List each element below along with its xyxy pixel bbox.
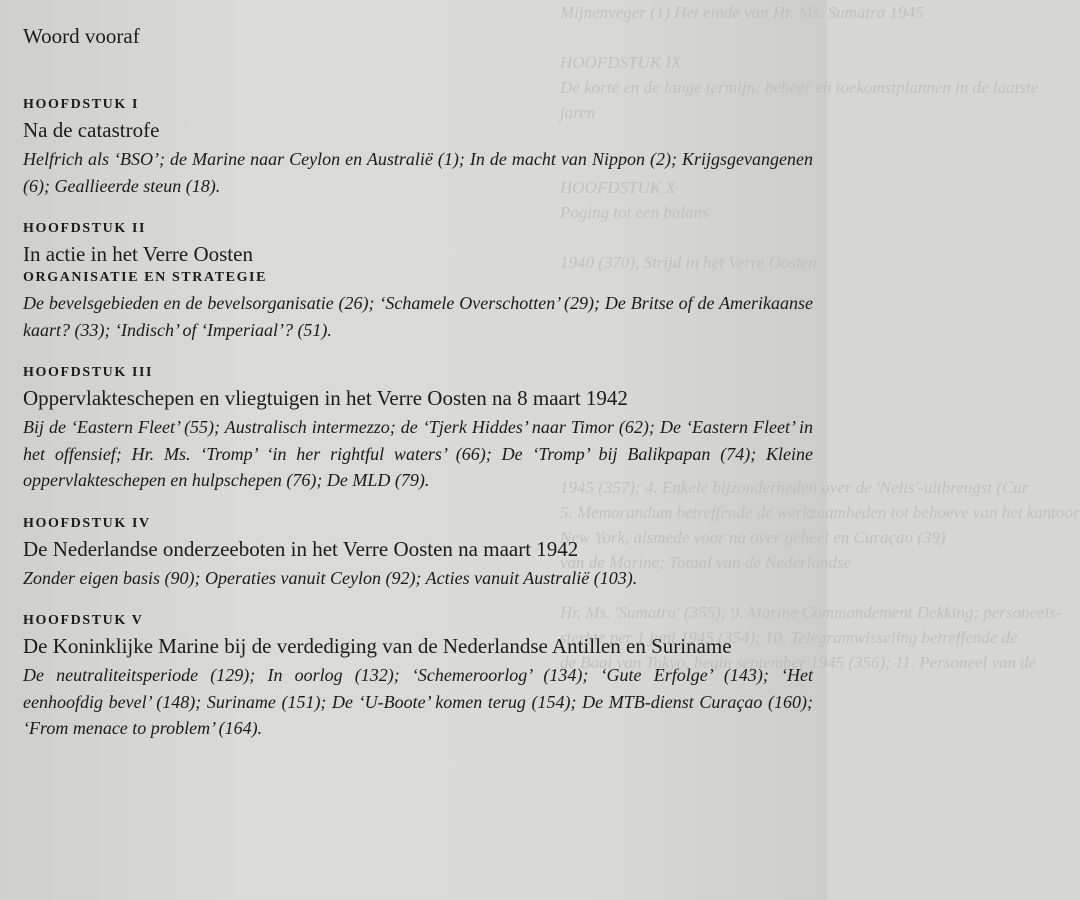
chapter-title: Na de catastrofe xyxy=(23,118,160,142)
chapter-title: In actie in het Verre Oosten xyxy=(23,242,253,266)
bleed-line: 1940 (370), Strijd in het Verre Oosten xyxy=(560,253,817,272)
chapter-title: De Koninklijke Marine bij de verdediging van de Nederlandse Antillen en Suriname xyxy=(23,634,732,658)
chapter-label: HOOFDSTUK III xyxy=(23,365,154,380)
bleed-line: HOOFDSTUK IX xyxy=(560,53,682,72)
chapter-entries: Helfrich als ‘BSO’; de Marine naar Ceylon en Australië (1); In de macht van Nippon (2); Krijgsgevangenen (6); Geallieerde steun (18). xyxy=(23,149,813,196)
preface-heading: Woord vooraf xyxy=(23,24,140,48)
bleed-line: New York, alsmede voor na over geheel en Curaçao (39) xyxy=(560,528,946,547)
table-of-contents xyxy=(23,24,813,764)
chapter-entries: De neutraliteitsperiode (129); In oorlog (132); ‘Schemeroorlog’ (134); ‘Gute Erfolge’ (143); ‘Het eenhoofdig bevel’ (148); Suriname (151); De ‘U-Boote’ komen terug (154); De MTB-dienst Curaçao (160); ‘From menace to problem’ (164). xyxy=(23,665,813,738)
chapter-entries: De bevelsgebieden en de bevelsorganisatie (26); ‘Schamele Overschotten’ (29); De Britse of de Amerikaanse kaart? (33); ‘Indisch’ of ‘Imperiaal’? (51). xyxy=(23,293,813,340)
bleed-line: de Baai van Tokyo, begin september 1945 (356); 11. Personeel van de xyxy=(560,653,1037,672)
bleed-line: Poging tot een balans xyxy=(560,203,709,222)
bleed-line: jaren xyxy=(560,103,596,122)
chapter-subtitle: ORGANISATIE EN STRATEGIE xyxy=(23,270,268,285)
bleed-line: Hr. Ms. 'Sumatra' (355); 9. Marine Commandement Dekking; personeels- xyxy=(560,603,1062,622)
chapter-label: HOOFDSTUK I xyxy=(23,97,140,112)
chapter-1 xyxy=(23,97,813,199)
chapter-3 xyxy=(23,365,813,494)
chapter-label: HOOFDSTUK V xyxy=(23,613,144,628)
bleed-line: Mijnenveger (1) Het einde van Hr. Ms. Sumatra 1945 xyxy=(560,3,924,22)
bleed-line: 5. Memorandum betreffende de werkzaamheden tot behoeve van het kantoor xyxy=(560,503,1080,522)
bleed-line: De korte en de lange termijn: beheer en toekomstplannen in de laatste xyxy=(560,78,1039,97)
chapter-label: HOOFDSTUK IV xyxy=(23,515,151,531)
bleed-line: HOOFDSTUK X xyxy=(560,178,676,197)
chapter-title: Oppervlakteschepen en vliegtuigen in het Verre Oosten na 8 maart 1942 xyxy=(23,386,628,410)
chapter-entries: Bij de ‘Eastern Fleet’ (55); Australisch intermezzo; de ‘Tjerk Hiddes’ naar Timor (62); De ‘Eastern Fleet’ in het offensief; Hr. Ms. ‘Tromp’ ‘in her rightful waters’ (66); De ‘Tromp’ bij Balikpapan (74); Kleine oppervlakteschepen en hulpschepen (76); De MLD (79). xyxy=(23,417,813,490)
chapter-entries: Zonder eigen basis (90); Operaties vanuit Ceylon (92); Acties vanuit Australië (103). xyxy=(23,567,638,588)
chapter-5 xyxy=(23,613,813,742)
bleed-line: van de Marine; Totaal van de Nederlandse xyxy=(560,553,852,572)
bleed-line: sterkte per 1 juni 1945 (354); 10. Telegramwisseling betreffende de xyxy=(560,628,1018,647)
chapter-4 xyxy=(23,516,813,592)
chapter-label: HOOFDSTUK II xyxy=(23,221,147,236)
bleed-line: 1945 (357); 4. Enkele bijzonderheden over de 'Nelis'-uitbrengst (Cur xyxy=(560,478,1029,497)
chapter-2 xyxy=(23,221,813,343)
chapter-title: De Nederlandse onderzeeboten in het Verre Oosten na maart 1942 xyxy=(23,536,579,561)
